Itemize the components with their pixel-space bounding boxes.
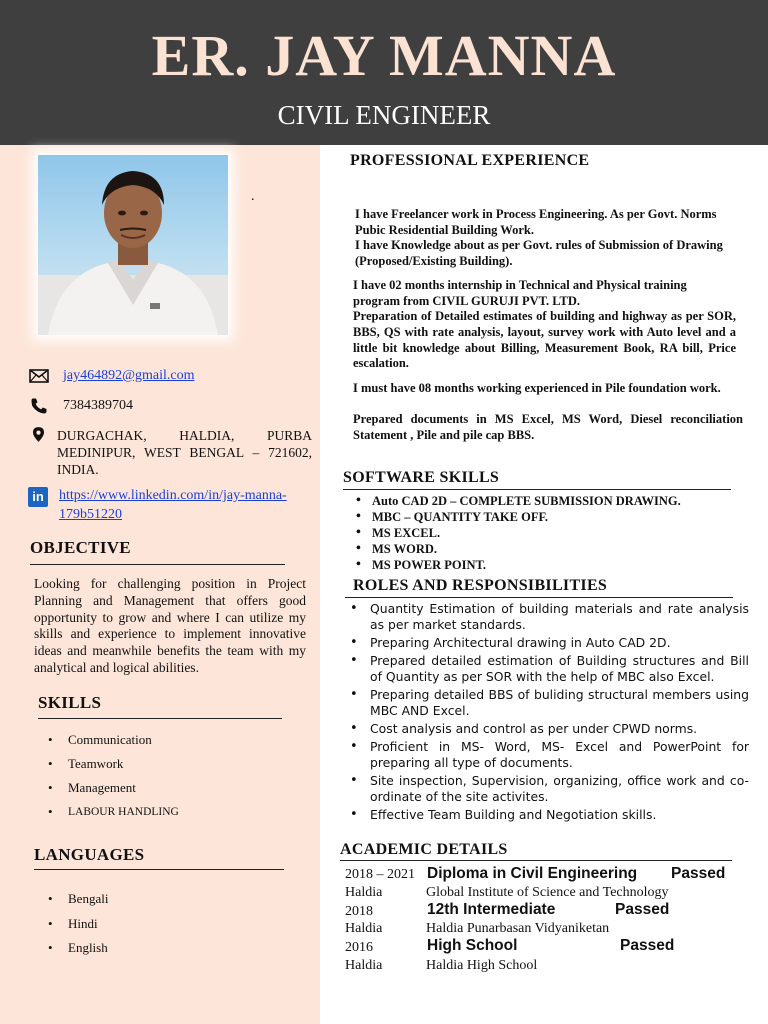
academic-place: Haldia bbox=[345, 885, 383, 900]
academic-year: 2018 – 2021 bbox=[345, 867, 415, 882]
objective-text: Looking for challenging position in Project Planning and Management that offers good opportunity to grow and where I can utilize my skills and experience to implement innovative ideas and meanwhile benefits the team with my analytical and logical abilities. bbox=[34, 576, 306, 675]
academic-course: 12th Intermediate bbox=[427, 901, 556, 918]
skills-title: SKILLS bbox=[38, 693, 102, 712]
skills-rule bbox=[38, 718, 282, 719]
experience-para-2: I have Knowledge about as per Govt. rules of Submission of Drawing (Proposed/Existing Building). bbox=[355, 238, 723, 268]
profile-photo bbox=[38, 155, 228, 335]
linkedin-link-line1[interactable]: https://www.linkedin.com/in/jay-manna- bbox=[59, 488, 287, 503]
academic-year: 2016 bbox=[345, 940, 373, 955]
roles-rule bbox=[345, 597, 733, 598]
academic-course: Diploma in Civil Engineering bbox=[427, 865, 638, 882]
academic-institute: Haldia Punarbasan Vidyaniketan bbox=[426, 921, 610, 936]
language-item: • Bengali bbox=[38, 887, 108, 912]
academic-status: Passed bbox=[671, 865, 726, 882]
experience-para-1: I have Freelancer work in Process Engineering. As per Govt. Norms Pubic Residential Building Work. bbox=[355, 207, 717, 237]
candidate-name: ER. JAY MANNA bbox=[151, 23, 617, 88]
stray-dot: . bbox=[251, 189, 255, 204]
languages-rule bbox=[34, 869, 284, 870]
academic-place: Haldia bbox=[345, 958, 383, 973]
experience-para-4: Preparation of Detailed estimates of building and highway as per SOR, BBS, QS with rate analysis, layout, survey work with Auto level and a little bit knowledge about Billing, Measurement Book, RA bill, Price escalation. bbox=[353, 309, 736, 371]
role-item: • Site inspection, Supervision, organizing, office work and co-ordinate of the site activites. bbox=[345, 773, 749, 805]
software-list bbox=[350, 494, 681, 574]
profile-photo-illustration bbox=[38, 155, 228, 335]
software-item: • MBC – QUANTITY TAKE OFF. bbox=[350, 510, 681, 526]
academic-rule bbox=[340, 860, 732, 861]
experience-title: PROFESSIONAL EXPERIENCE bbox=[350, 152, 590, 169]
skills-list bbox=[38, 728, 179, 824]
software-rule bbox=[343, 489, 731, 490]
objective-title: OBJECTIVE bbox=[30, 538, 131, 557]
candidate-role: CIVIL ENGINEER bbox=[277, 100, 491, 130]
academic-title: ACADEMIC DETAILS bbox=[340, 841, 508, 858]
role-item: • Quantity Estimation of building materials and rate analysis as per market standards. bbox=[345, 601, 749, 633]
location-pin-icon bbox=[33, 427, 44, 442]
academic-status: Passed bbox=[615, 901, 670, 918]
software-item: • MS WORD. bbox=[350, 542, 681, 558]
skill-item: • Management bbox=[38, 776, 179, 800]
phone-number: 7384389704 bbox=[63, 398, 133, 413]
resume-header bbox=[0, 0, 768, 145]
skill-item: • Teamwork bbox=[38, 752, 179, 776]
role-item: • Prepared detailed estimation of Building structures and Bill of Quantity as per SOR with the help of MBC also Excel. bbox=[345, 653, 749, 685]
academic-year: 2018 bbox=[345, 904, 373, 919]
languages-title: LANGUAGES bbox=[34, 845, 145, 864]
objective-rule bbox=[30, 564, 285, 565]
academic-status: Passed bbox=[620, 937, 675, 954]
role-item: • Cost analysis and control as per under CPWD norms. bbox=[345, 721, 749, 737]
email-link[interactable]: jay464892@gmail.com bbox=[63, 368, 195, 383]
address: DURGACHAK, HALDIA, PURBA MEDINIPUR, WEST BENGAL – 721602, INDIA. bbox=[57, 428, 312, 477]
roles-list bbox=[345, 601, 749, 825]
experience-para-5: I must have 08 months working experienced in Pile foundation work. bbox=[353, 381, 721, 395]
language-item: • Hindi bbox=[38, 912, 108, 937]
software-item: • Auto CAD 2D – COMPLETE SUBMISSION DRAWING. bbox=[350, 494, 681, 510]
role-item: • Proficient in MS- Word, MS- Excel and PowerPoint for preparing all type of documents. bbox=[345, 739, 749, 771]
phone-icon bbox=[30, 397, 48, 415]
linkedin-link-line2[interactable]: 179b51220 bbox=[59, 507, 122, 522]
academic-place: Haldia bbox=[345, 921, 383, 936]
language-item: • English bbox=[38, 936, 108, 961]
academic-institute: Haldia High School bbox=[426, 958, 538, 973]
skill-item: • Communication bbox=[38, 728, 179, 752]
role-item: • Effective Team Building and Negotiation skills. bbox=[345, 807, 749, 823]
roles-title: ROLES AND RESPONSIBILITIES bbox=[353, 577, 608, 594]
linkedin-link[interactable] bbox=[59, 486, 287, 524]
software-title: SOFTWARE SKILLS bbox=[343, 469, 500, 486]
software-item: • MS POWER POINT. bbox=[350, 558, 681, 574]
skill-item: • LABOUR HANDLING bbox=[38, 800, 179, 824]
academic-course: High School bbox=[427, 937, 518, 954]
software-item: • MS EXCEL. bbox=[350, 526, 681, 542]
academic-institute: Global Institute of Science and Technology bbox=[426, 885, 669, 900]
languages-list bbox=[38, 887, 108, 961]
experience-para-3: I have 02 months internship in Technical and Physical training program from CIVIL GURUJI PVT. LTD. bbox=[353, 278, 687, 308]
role-item: • Preparing Architectural drawing in Auto CAD 2D. bbox=[345, 635, 749, 651]
experience-para-6: Prepared documents in MS Excel, MS Word, Diesel reconciliation Statement , Pile and pile cap BBS. bbox=[353, 412, 743, 442]
linkedin-icon: in bbox=[28, 487, 48, 507]
role-item: • Preparing detailed BBS of buliding structural members using MBC AND Excel. bbox=[345, 687, 749, 719]
email-icon bbox=[29, 369, 49, 383]
